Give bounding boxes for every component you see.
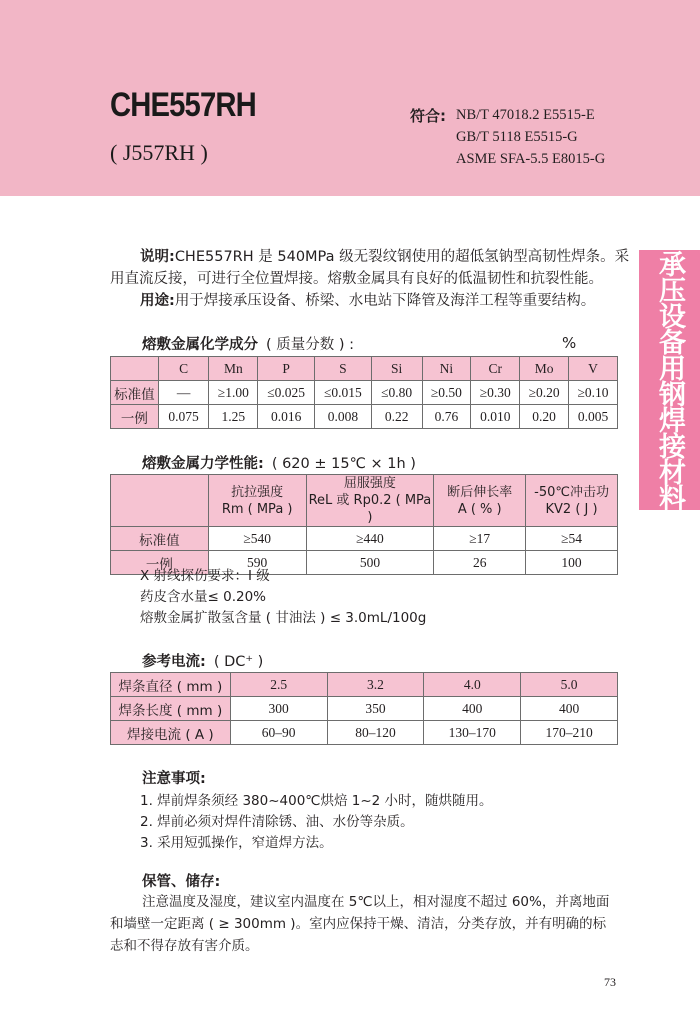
table-cell: — <box>158 381 209 405</box>
chem-header-cell: C <box>158 357 209 381</box>
table-cell: ≤0.80 <box>371 381 422 405</box>
chem-header-cell: Ni <box>422 357 471 381</box>
table-cell: 60–90 <box>230 721 327 745</box>
standard-item: NB/T 47018.2 E5515-E <box>456 107 595 123</box>
table-cell: ≤0.025 <box>258 381 315 405</box>
table-cell: 350 <box>327 697 424 721</box>
current-note: ( DC⁺ ) <box>213 654 264 670</box>
table-row <box>111 721 618 745</box>
chem-unit: % <box>562 334 577 352</box>
current-table <box>110 672 618 745</box>
table-cell: ≥17 <box>434 527 526 551</box>
notes-item: 2. 焊前必须对焊件清除锈、油、水份等杂质。 <box>140 814 414 830</box>
chem-header-cell: Mo <box>520 357 569 381</box>
description-label: 说明: <box>140 249 175 265</box>
table-cell: 0.010 <box>471 405 520 429</box>
side-tab-label: 承压设备用钢焊接材料 <box>654 250 685 510</box>
table-cell: ≥0.10 <box>569 381 618 405</box>
table-cell: 0.22 <box>371 405 422 429</box>
chem-header-row <box>111 357 618 381</box>
row-label: 一例 <box>111 405 159 429</box>
table-cell: ≥54 <box>526 527 618 551</box>
mech-header-cell: 断后伸长率 A ( % ) <box>434 475 526 527</box>
table-row <box>111 405 618 429</box>
side-category-tab <box>639 250 700 510</box>
table-cell: 500 <box>306 551 434 575</box>
chem-header-cell <box>111 357 159 381</box>
conform-label: 符合: <box>410 107 446 125</box>
table-cell: 0.075 <box>158 405 209 429</box>
table-cell: 100 <box>526 551 618 575</box>
chem-header-cell: Si <box>371 357 422 381</box>
table-cell: 5.0 <box>521 673 618 697</box>
table-cell: ≥0.20 <box>520 381 569 405</box>
table-row <box>111 381 618 405</box>
row-label: 焊条直径 ( mm ) <box>111 673 231 697</box>
table-row <box>111 673 618 697</box>
page-number: 73 <box>604 975 616 989</box>
table-cell: 400 <box>424 697 521 721</box>
chem-section-title <box>142 333 354 354</box>
usage-text: 用于焊接承压设备、桥梁、水电站下降管及海洋工程等重要结构。 <box>174 293 596 309</box>
table-cell: 0.016 <box>258 405 315 429</box>
chem-header-cell: S <box>315 357 372 381</box>
notes-list <box>140 791 493 854</box>
table-cell: 26 <box>434 551 526 575</box>
mech-header-row <box>111 475 618 527</box>
table-cell: 2.5 <box>230 673 327 697</box>
chem-note: ( 质量分数 ) : <box>266 337 355 353</box>
notes-item: 1. 焊前焊条须经 380~400℃烘焙 1~2 小时，随烘随用。 <box>140 793 493 809</box>
storage-section-title: 保管、储存: <box>142 874 221 890</box>
mech-header-cell: 抗拉强度 Rm ( MPa ) <box>208 475 306 527</box>
table-cell: 170–210 <box>521 721 618 745</box>
mech-header-cell: 屈服强度 ReL 或 Rp0.2 ( MPa ) <box>306 475 434 527</box>
standard-item: ASME SFA-5.5 E8015-G <box>456 151 606 167</box>
row-label: 焊接电流 ( A ) <box>111 721 231 745</box>
standards-list <box>456 104 605 170</box>
table-cell: ≥1.00 <box>209 381 258 405</box>
table-cell: ≥0.30 <box>471 381 520 405</box>
table-cell: 0.005 <box>569 405 618 429</box>
standard-item: GB/T 5118 E5515-G <box>456 129 578 145</box>
product-alias: ( J557RH ) <box>110 140 208 165</box>
notes-section-title: 注意事项: <box>142 771 206 787</box>
table-cell: ≥0.50 <box>422 381 471 405</box>
table-cell: 3.2 <box>327 673 424 697</box>
mech-title: 熔敷金属力学性能: <box>142 456 264 472</box>
extra-item: X 射线探伤要求：I 级 <box>140 568 270 584</box>
table-cell: 0.008 <box>315 405 372 429</box>
table-cell: ≥540 <box>208 527 306 551</box>
current-title: 参考电流: <box>142 654 206 670</box>
mech-note: ( 620 ± 15℃ × 1h ) <box>271 456 416 472</box>
table-cell: 80–120 <box>327 721 424 745</box>
row-label: 焊条长度 ( mm ) <box>111 697 231 721</box>
extra-item: 熔敷金属扩散氢含量 ( 甘油法 ) ≤ 3.0mL/100g <box>140 610 427 626</box>
table-cell: ≤0.015 <box>315 381 372 405</box>
description-block <box>110 246 638 312</box>
table-row <box>111 527 618 551</box>
table-cell: ≥440 <box>306 527 434 551</box>
row-label: 标准值 <box>111 527 209 551</box>
description-text: CHE557RH 是 540MPa 级无裂纹钢使用的超低氢钠型高韧性焊条。采用直流反接，可进行全位置焊接。熔敷金属具有良好的低温韧性和抗裂性能。 <box>110 249 630 287</box>
chem-header-cell: V <box>569 357 618 381</box>
mech-table <box>110 474 618 575</box>
table-cell: 300 <box>230 697 327 721</box>
table-cell: 400 <box>521 697 618 721</box>
table-cell: 1.25 <box>209 405 258 429</box>
table-cell: 0.76 <box>422 405 471 429</box>
mech-section-title <box>142 452 416 473</box>
chem-header-cell: Mn <box>209 357 258 381</box>
extra-requirements <box>140 566 426 629</box>
usage-label: 用途: <box>140 293 175 309</box>
row-label: 标准值 <box>111 381 159 405</box>
chem-header-cell: P <box>258 357 315 381</box>
mech-header-cell <box>111 475 209 527</box>
current-section-title <box>142 650 263 671</box>
product-title: CHE557RH <box>110 86 256 124</box>
storage-text: 注意温度及湿度，建议室内温度在 5℃以上，相对湿度不超过 60%，并离地面和墙壁一定距离 ( ≥ 300mm )。室内应保持干燥、清洁，分类存放，并有明确的标志和不得存放有害介质。 <box>110 894 610 954</box>
extra-item: 药皮含水量≤ 0.20% <box>140 589 266 605</box>
mech-header-cell: -50℃冲击功 KV2 ( J ) <box>526 475 618 527</box>
table-cell: 0.20 <box>520 405 569 429</box>
notes-item: 3. 采用短弧操作，窄道焊方法。 <box>140 835 333 851</box>
chem-table <box>110 356 618 429</box>
table-cell: 590 <box>208 551 306 575</box>
table-cell: 4.0 <box>424 673 521 697</box>
table-row <box>111 697 618 721</box>
chem-title: 熔敷金属化学成分 <box>142 337 258 353</box>
table-cell: 130–170 <box>424 721 521 745</box>
chem-header-cell: Cr <box>471 357 520 381</box>
row-label: 一例 <box>111 551 209 575</box>
